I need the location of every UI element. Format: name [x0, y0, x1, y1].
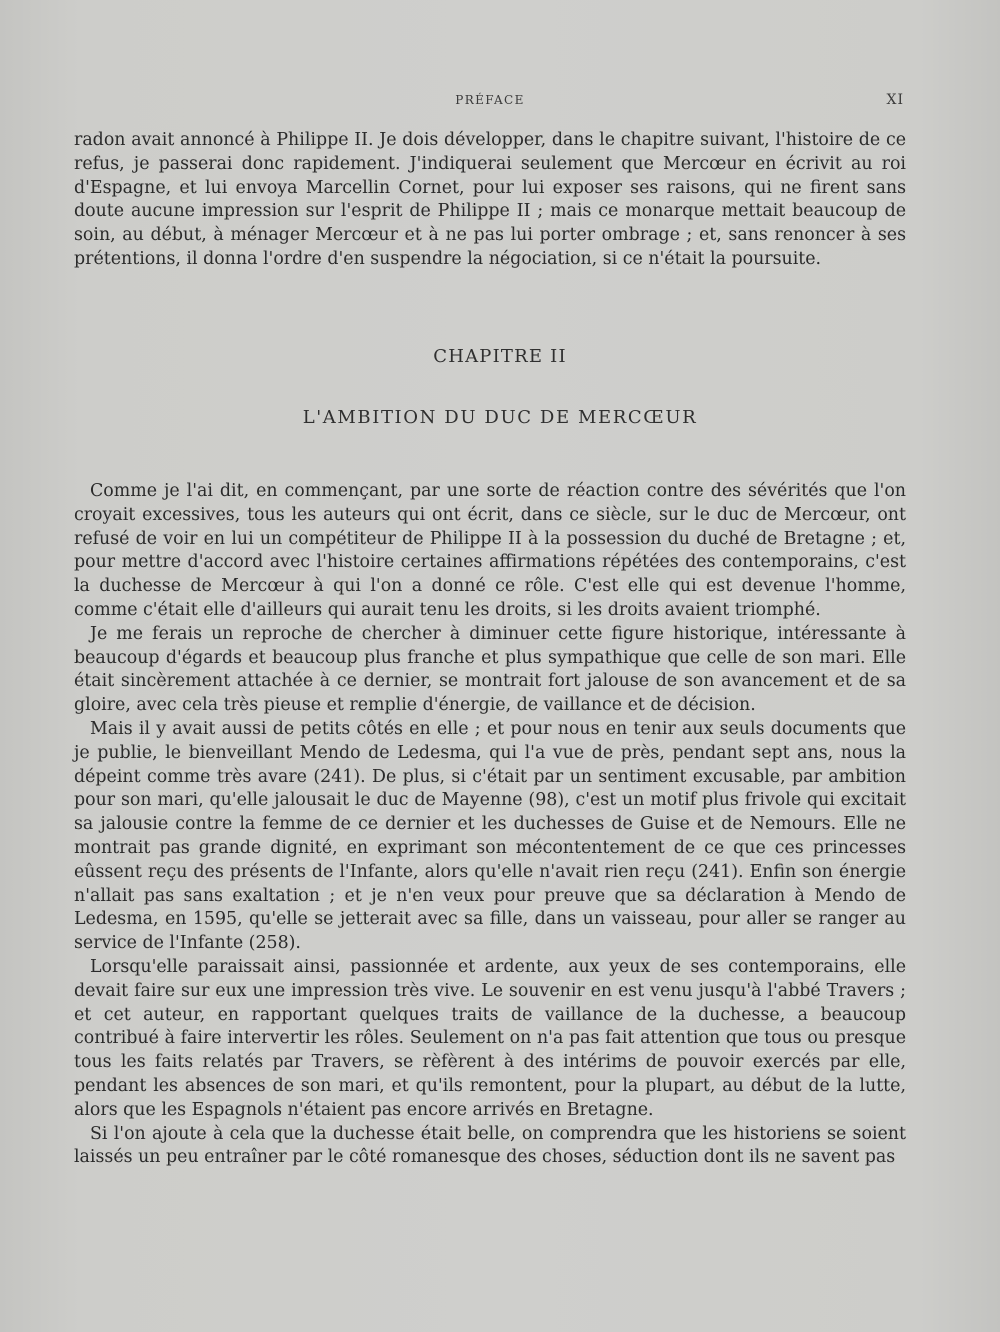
running-title: PRÉFACE — [455, 93, 525, 107]
chapter-number: CHAPITRE II — [433, 346, 567, 367]
chapter-title: L'AMBITION DU DUC DE MERCŒUR — [302, 407, 698, 428]
chapter-body — [74, 480, 906, 1170]
paragraph: Lorsqu'elle paraissait ainsi, passionnée et ardente, aux yeux de ses contemporains, elle devait faire sur eux une impression très vive. Le souvenir en est venu jusqu'à l'abbé Travers ; et cet auteur, en rapportant quelques traits de vaillance de la duchesse, a beaucoup contribué à faire intervertir les rôles. Seulement on n'a pas fait attention que tous ou presque tous les faits relatés par Travers, se rèfèrent à des intérims de pouvoir exercés par elle, pendant les absences de son mari, et qu'ils remontent, pour la plupart, au début de la lutte, alors que les Espagnols n'étaient pas encore arrivés en Bretagne. — [74, 956, 906, 1120]
paragraph: Si l'on ajoute à cela que la duchesse était belle, on comprendra que les historiens se soient laissés un peu entraîner par le côté romanesque des choses, séduction dont ils ne savent pas — [74, 1123, 906, 1168]
running-head — [76, 93, 904, 113]
page-number: XI — [886, 92, 904, 108]
paragraph: Mais il y avait aussi de petits côtés en elle ; et pour nous en tenir aux seuls documents que je publie, le bienveillant Mendo de Ledesma, qui l'a vue de près, pendant sept ans, nous la dépeint comme très avare (241). De plus, si c'était par un sentiment excusable, par ambition pour son mari, qu'elle jalousait le duc de Mayenne (98), c'est un motif plus frivole qui excitait sa jalousie contre la femme de ce dernier et les duchesses de Guise et de Nemours. Elle ne montrait pas grande dignité, en exprimant son mécontentement de ce que ces princesses eûssent reçu des présents de l'Infante, alors qu'elle n'avait rien reçu (241). Enfin son énergie n'allait pas sans exaltation ; et je n'en veux pour preuve que sa déclaration à Mendo de Ledesma, en 1595, qu'elle se jetterait avec sa fille, dans un vaisseau, pour aller se ranger au service de l'Infante (258). — [74, 718, 906, 954]
paragraph: Je me ferais un reproche de chercher à diminuer cette figure historique, intéressante à beaucoup d'égards et beaucoup plus franche et plus sympathique que celle de son mari. Elle était sincèrement attachée à ce dernier, se montrait fort jalouse de son avancement et de sa gloire, avec cela très pieuse et remplie d'énergie, de vaillance et de décision. — [74, 623, 906, 716]
paragraph: radon avait annoncé à Philippe II. Je dois développer, dans le chapitre suivant, l'histoire de ce refus, je passerai donc rapidement. J'indiquerai seulement que Mercœur en écrivit au roi d'Espagne, et lui envoya Marcellin Cornet, pour lui exposer ses raisons, qui ne firent sans doute aucune impression sur l'esprit de Philippe II ; mais ce monarque mettait beaucoup de soin, au début, à ménager Mercœur et à ne pas lui porter ombrage ; et, sans renoncer à ses prétentions, il donna l'ordre d'en suspendre la négociation, si ce n'était la poursuite. — [74, 130, 906, 269]
preface-continuation — [74, 129, 906, 272]
paragraph: Comme je l'ai dit, en commençant, par une sorte de réaction contre des sévérités que l'on croyait excessives, tous les auteurs qui ont écrit, dans ce siècle, sur le duc de Mercœur, ont refusé de voir en lui un compétiteur de Philippe II à la possession du duché de Bretagne ; et, pour mettre d'accord avec l'histoire certaines affirmations répétées des contemporains, c'est la duchesse de Mercœur à qui l'on a donné ce rôle. C'est elle qui est devenue l'homme, comme c'était elle d'ailleurs qui aurait tenu les droits, si les droits avaient triomphé. — [74, 481, 906, 620]
